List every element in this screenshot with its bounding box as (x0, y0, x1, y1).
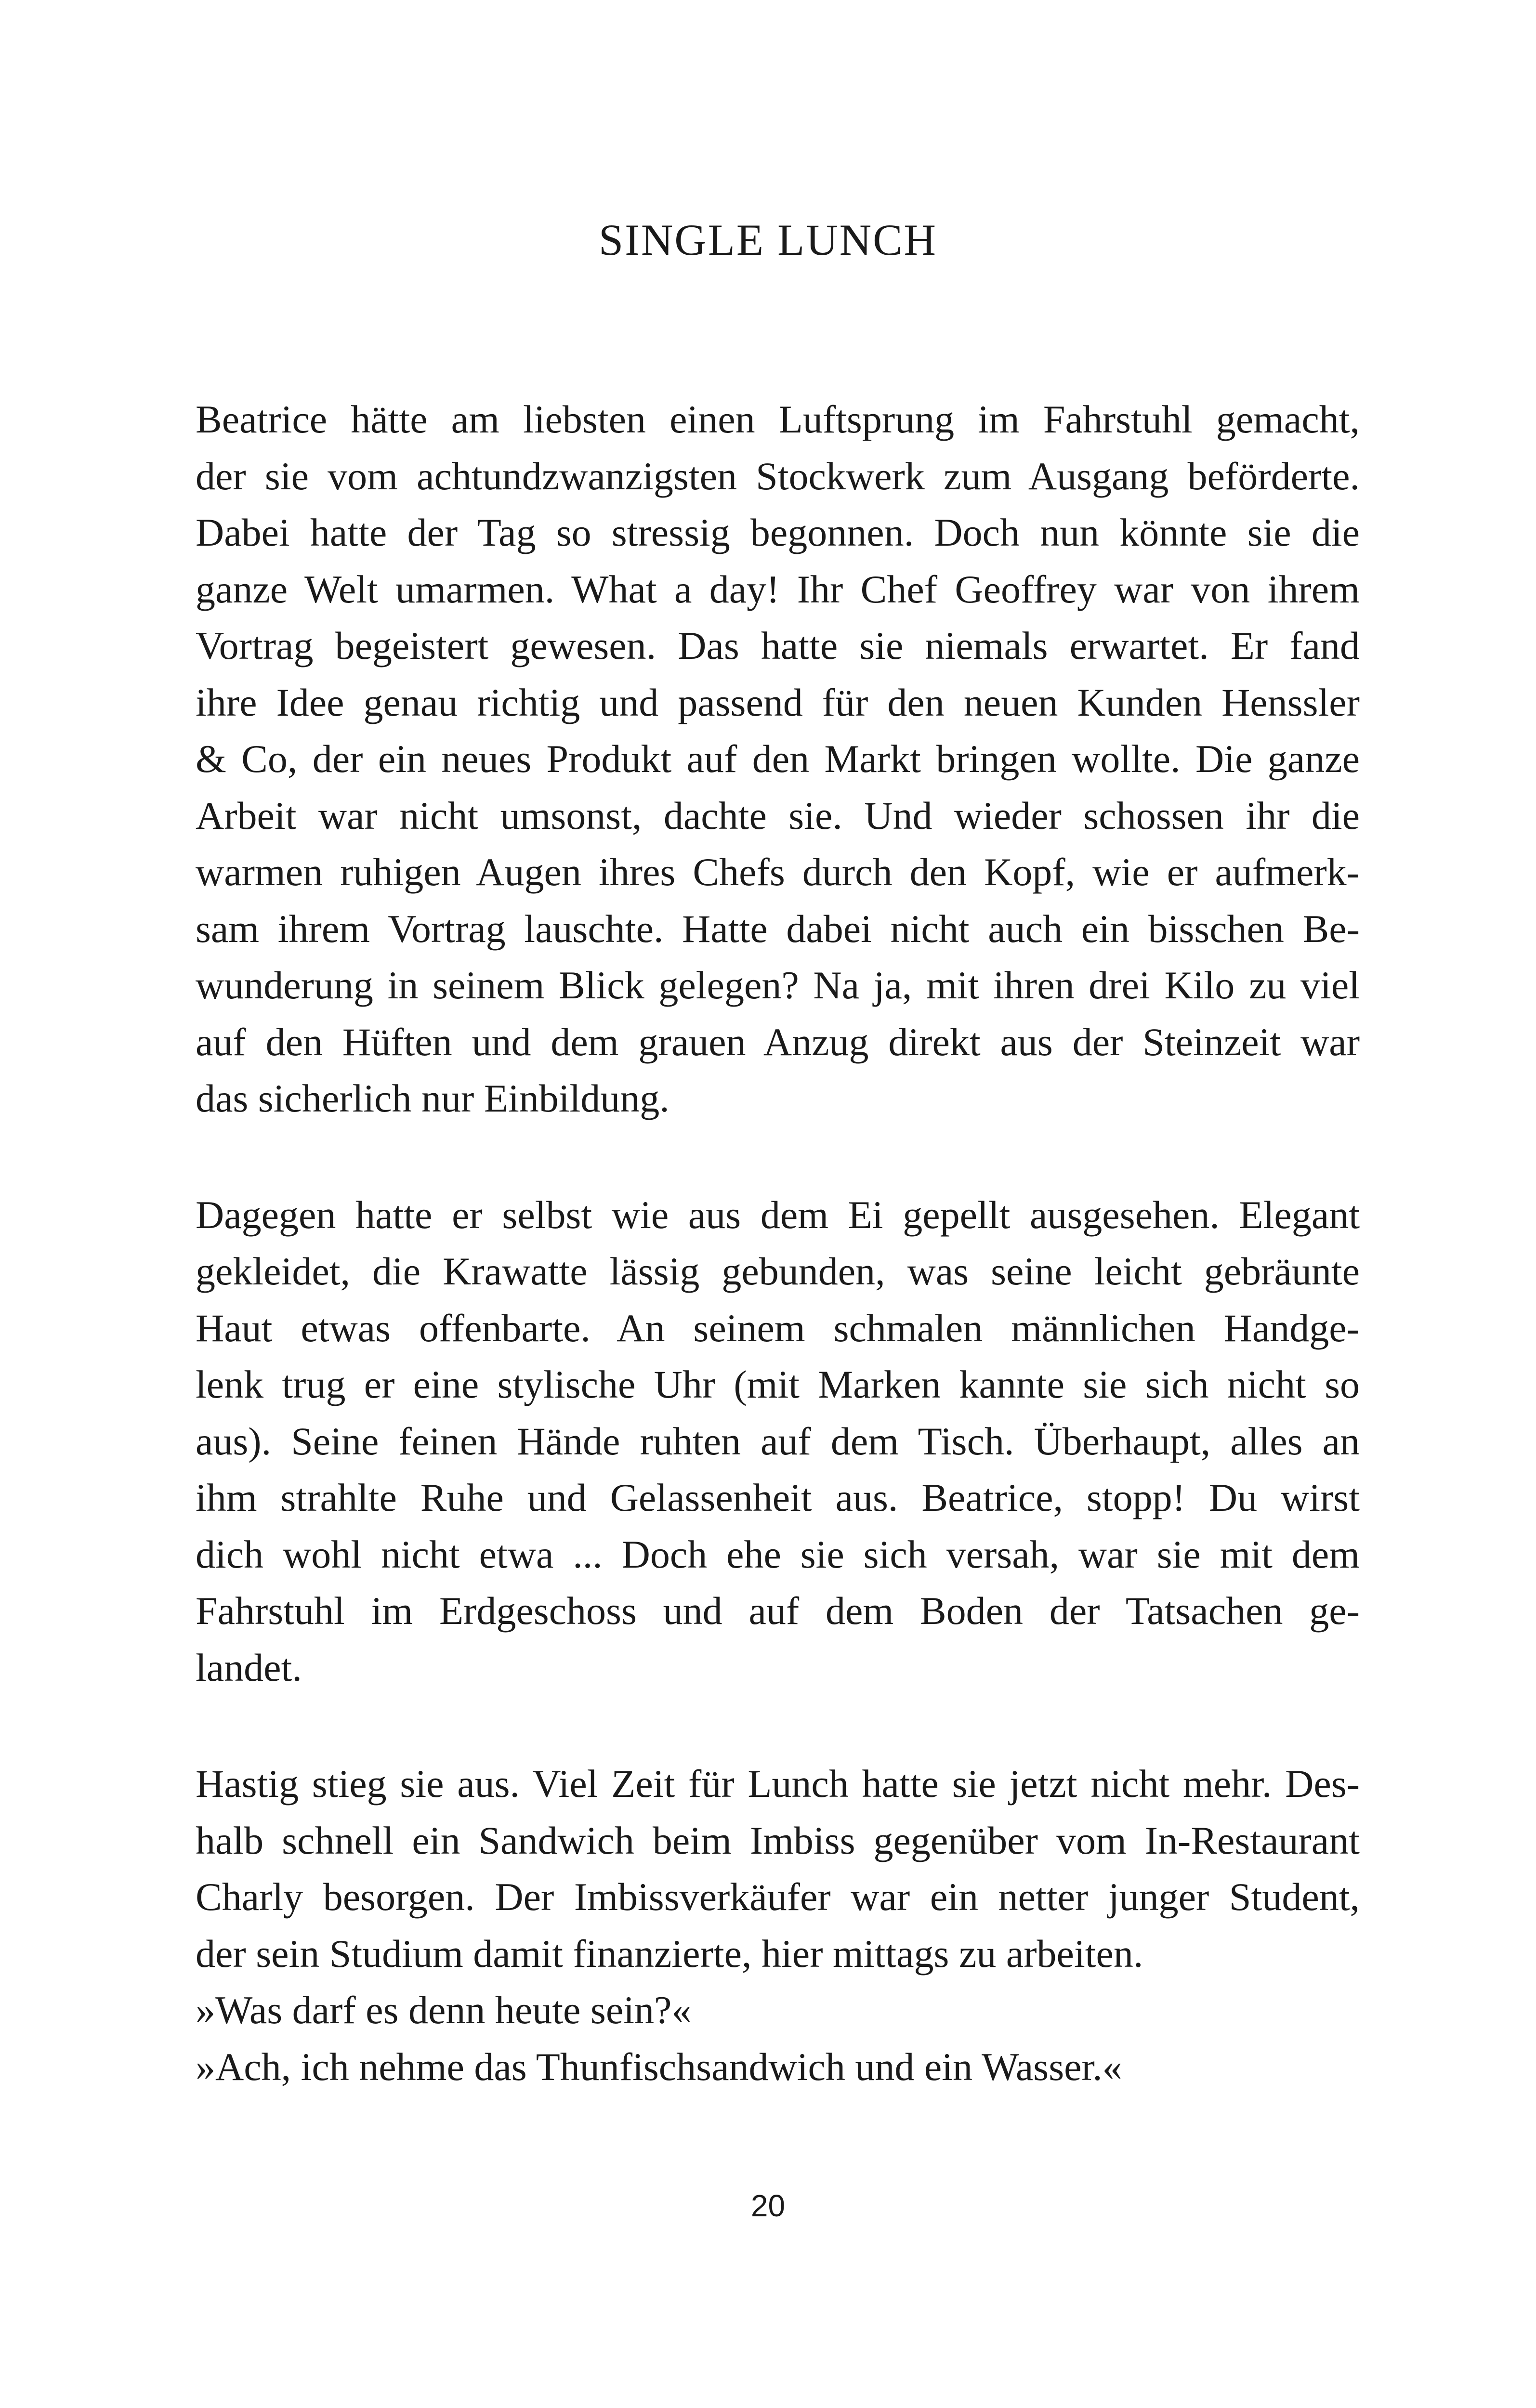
paragraph (196, 1755, 1360, 2095)
text-line: dich wohl nicht etwa ... Doch ehe sie sich versah, war sie mit dem (196, 1532, 1360, 1576)
text-line: der sie vom achtundzwanzigsten Stockwerk zum Ausgang beförderte. (196, 454, 1360, 498)
text-line: & Co, der ein neues Produkt auf den Markt bringen wollte. Die ganze (196, 737, 1360, 781)
text-line: der sein Studium damit finanzierte, hier mittags zu arbeiten. (196, 1931, 1143, 1976)
text-line: landet. (196, 1645, 302, 1689)
dialogue-line: »Ach, ich nehme das Thunfischsandwich und ein Wasser.« (196, 2044, 1122, 2089)
text-line: Arbeit war nicht umsonst, dachte sie. Und wieder schossen ihr die (196, 793, 1360, 838)
text-line: wunderung in seinem Blick gelegen? Na ja, mit ihren drei Kilo zu viel (196, 963, 1360, 1007)
paragraph (196, 1187, 1360, 1696)
text-line: halb schnell ein Sandwich beim Imbiss gegenüber vom In-Restaurant (196, 1818, 1360, 1862)
text-line: Hastig stieg sie aus. Viel Zeit für Lunch hatte sie jetzt nicht mehr. Des- (196, 1762, 1360, 1806)
text-line: Dabei hatte der Tag so stressig begonnen. Doch nun könnte sie die (196, 510, 1360, 554)
text-line: ganze Welt umarmen. What a day! Ihr Chef Geoffrey war von ihrem (196, 567, 1360, 611)
text-line: auf den Hüften und dem grauen Anzug direkt aus der Steinzeit war (196, 1020, 1360, 1064)
paragraph (196, 391, 1360, 1127)
dialogue-line: »Was darf es denn heute sein?« (196, 1988, 692, 2032)
text-line: ihre Idee genau richtig und passend für den neuen Kunden Henssler (196, 680, 1360, 724)
text-line: Fahrstuhl im Erdgeschoss und auf dem Boden der Tatsachen ge- (196, 1589, 1360, 1633)
text-line: aus). Seine feinen Hände ruhten auf dem Tisch. Überhaupt, alles an (196, 1419, 1360, 1463)
page-number: 20 (750, 2188, 786, 2223)
text-line: das sicherlich nur Einbildung. (196, 1076, 670, 1120)
text-line: sam ihrem Vortrag lauschte. Hatte dabei nicht auch ein bisschen Be- (196, 906, 1360, 951)
text-line: Vortrag begeistert gewesen. Das hatte sie niemals erwartet. Er fand (196, 624, 1360, 667)
body-text (196, 391, 1360, 2155)
text-line: lenk trug er eine stylische Uhr (mit Marken kannte sie sich nicht so (196, 1362, 1360, 1406)
text-line: warmen ruhigen Augen ihres Chefs durch den Kopf, wie er aufmerk- (196, 850, 1360, 894)
text-line: Charly besorgen. Der Imbissverkäufer war ein netter junger Student, (196, 1875, 1360, 1919)
text-line: Dagegen hatte er selbst wie aus dem Ei gepellt ausgesehen. Elegant (196, 1192, 1360, 1237)
text-line: Haut etwas offenbarte. An seinem schmalen männlichen Handge- (196, 1306, 1360, 1350)
text-line: Beatrice hätte am liebsten einen Luftsprung im Fahrstuhl gemacht, (196, 397, 1360, 441)
text-line: gekleidet, die Krawatte lässig gebunden, was seine leicht gebräunte (196, 1249, 1360, 1293)
text-line: ihm strahlte Ruhe und Gelassenheit aus. Beatrice, stopp! Du wirst (196, 1476, 1360, 1519)
chapter-title: SINGLE LUNCH (599, 215, 937, 264)
